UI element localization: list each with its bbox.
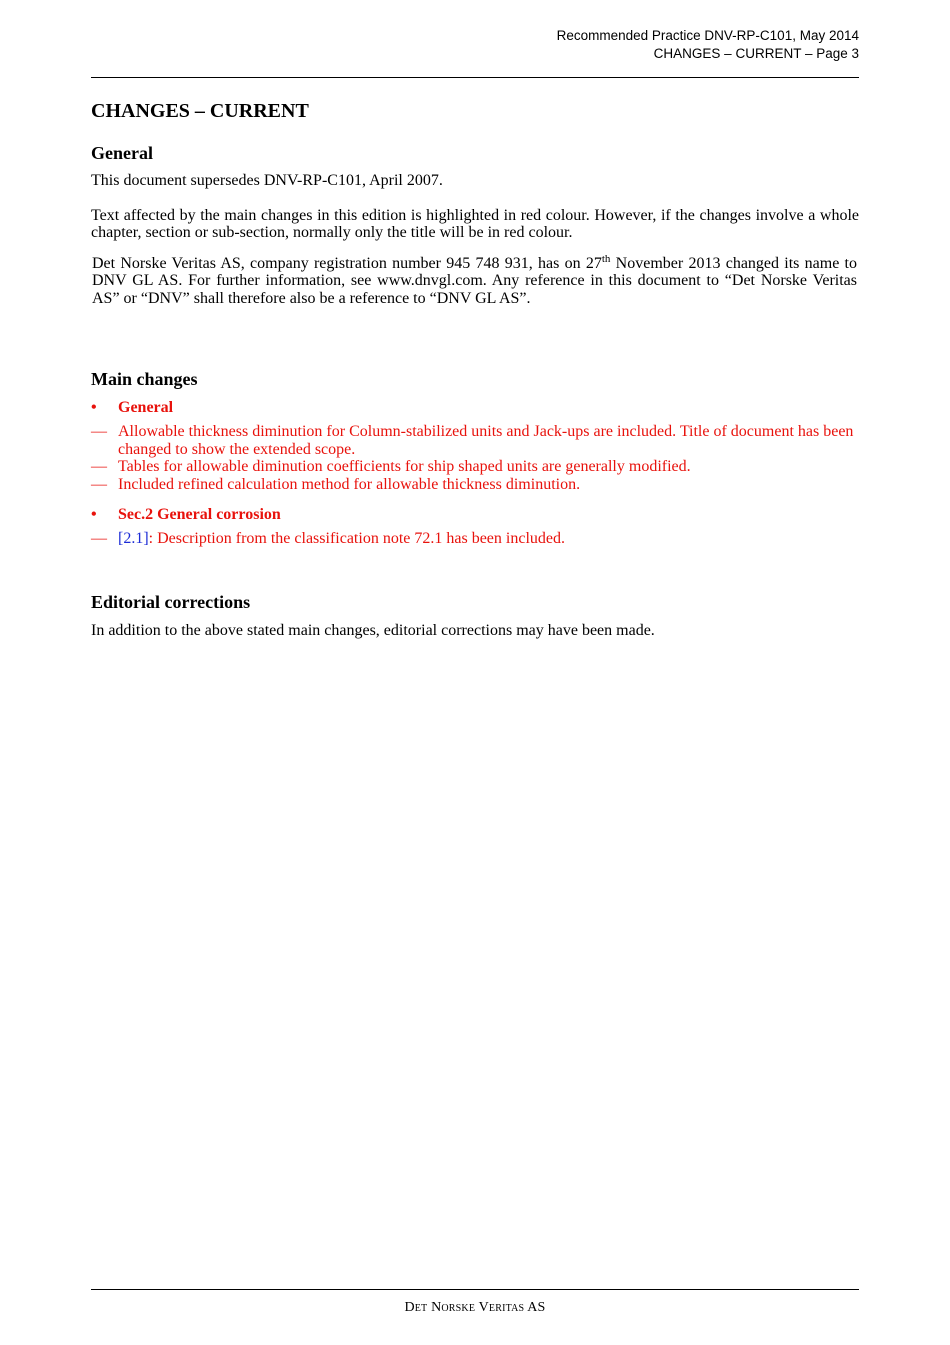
list-item-text: Allowable thickness diminution for Column-stabilized units and Jack-ups are included. Title of document has been changed to show the extended scope. [118, 423, 854, 458]
header-divider [91, 77, 859, 78]
page-title: CHANGES – CURRENT [91, 100, 309, 122]
change-group-title: Sec.2 General corrosion [118, 506, 281, 523]
header-document-line: Recommended Practice DNV-RP-C101, May 2014 [556, 28, 859, 43]
notice-text-end: November 2013 changed its name to DNV GL AS. For further information, see www.dnvgl.com. Any reference in this document to “Det Norske Veritas AS” or “DNV” shall therefore also be a reference to “DNV GL AS”. [92, 254, 857, 307]
highlight-note-paragraph: Text affected by the main changes in this edition is highlighted in red colour. However, if the changes involve a whole chapter, section or sub-section, normally only the title will be in red colour. [91, 206, 859, 241]
main-changes-heading: Main changes [91, 369, 198, 389]
list-item [91, 530, 859, 548]
change-group-general [91, 399, 859, 417]
list-item-text [118, 530, 859, 548]
dash-marker: — [91, 475, 107, 493]
list-item [91, 458, 859, 476]
dash-marker: — [91, 530, 107, 547]
list-item-text: Tables for allowable diminution coefficients for ship shaped units are generally modified. [118, 458, 691, 475]
general-heading: General [91, 143, 153, 163]
name-change-notice [92, 252, 857, 308]
footer-divider [91, 1289, 859, 1290]
notice-superscript: th [601, 252, 611, 265]
running-header [557, 27, 859, 63]
header-page-line: CHANGES – CURRENT – Page 3 [653, 46, 859, 61]
running-footer: Det Norske Veritas AS [404, 1300, 546, 1315]
notice-text-start: Det Norske Veritas AS, company registration number 945 748 931, has on 27 [92, 254, 602, 272]
reference-description: : Description from the classification note 72.1 has been included. [148, 530, 565, 547]
list-item [91, 423, 859, 458]
bullet-marker: • [91, 506, 97, 523]
supersedes-paragraph: This document supersedes DNV-RP-C101, April 2007. [91, 172, 443, 189]
list-item-text: Included refined calculation method for allowable thickness diminution. [118, 475, 581, 493]
editorial-heading: Editorial corrections [91, 591, 251, 612]
bullet-marker: • [91, 399, 97, 416]
dash-marker: — [91, 458, 107, 475]
change-group-sec2 [91, 506, 859, 524]
dash-marker: — [91, 423, 107, 440]
page-content [91, 98, 859, 639]
editorial-paragraph: In addition to the above stated main changes, editorial corrections may have been made. [91, 621, 655, 639]
change-group-title: General [118, 399, 174, 416]
list-item [91, 476, 859, 494]
section-reference-link[interactable]: [2.1] [118, 530, 149, 547]
